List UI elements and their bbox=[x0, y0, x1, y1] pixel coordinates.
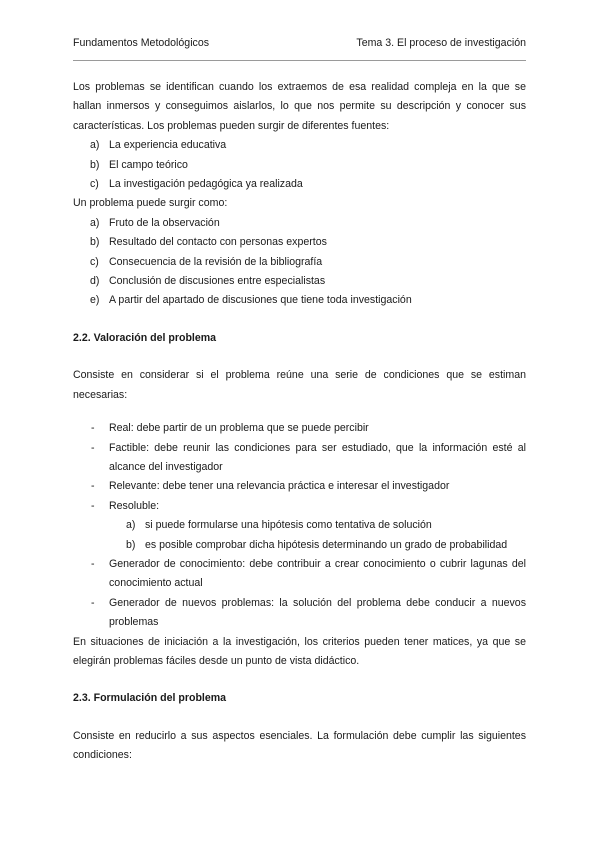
list-item: - Generador de nuevos problemas: la solución del problema debe conducir a nuevos problemas bbox=[91, 596, 526, 629]
section-heading-formulacion: 2.3. Formulación del problema bbox=[73, 692, 227, 705]
section-heading-valoracion: 2.2. Valoración del problema bbox=[73, 331, 217, 344]
list-item: - Resoluble: bbox=[91, 499, 160, 512]
conditions-list bbox=[73, 419, 526, 632]
sub-list-item: a) si puede formularse una hipótesis como tentativa de solución bbox=[126, 519, 432, 532]
list-item: - Relevante: debe tener una relevancia práctica e interesar el investigador bbox=[91, 480, 450, 493]
intro-paragraph: Los problemas se identifican cuando los extraemos de esa realidad compleja en la que se hallan inmersos y conseguimos aislarlos, lo que nos permite su descripción y conocer sus características. Los problemas pueden surgir de diferentes fuentes: bbox=[73, 81, 526, 132]
valoracion-closing: En situaciones de iniciación a la investigación, los criterios pueden tener matices, ya que se elegirán problemas fáciles desde un punto de vista didáctico. bbox=[73, 635, 526, 667]
list-item: - Real: debe partir de un problema que se puede percibir bbox=[91, 422, 369, 435]
document-body bbox=[73, 78, 526, 766]
header-divider bbox=[73, 60, 526, 61]
list-item: - Generador de conocimiento: debe contribuir a crear conocimiento o cubrir lagunas del conocimiento actual bbox=[91, 557, 526, 590]
formulacion-paragraph: Consiste en reducirlo a sus aspectos esenciales. La formulación debe cumplir las siguientes condiciones: bbox=[73, 729, 526, 762]
list-item: b) Resultado del contacto con personas expertos bbox=[90, 236, 327, 249]
list-item: c) Consecuencia de la revisión de la bibliografía bbox=[90, 255, 323, 268]
list-item: d) Conclusión de discusiones entre especialistas bbox=[90, 275, 326, 288]
header-course-title: Fundamentos Metodológicos bbox=[73, 37, 210, 49]
list-item: c) La investigación pedagógica ya realizada bbox=[90, 178, 303, 191]
list-item: e) A partir del apartado de discusiones que tiene toda investigación bbox=[90, 294, 412, 307]
list-item: a) Fruto de la observación bbox=[90, 216, 220, 229]
page-header bbox=[73, 37, 526, 51]
sources-list bbox=[73, 136, 526, 194]
origins-lead: Un problema puede surgir como: bbox=[73, 197, 228, 210]
list-item: a) La experiencia educativa bbox=[90, 139, 227, 152]
sub-list-item: b) es posible comprobar dicha hipótesis determinando un grado de probabilidad bbox=[126, 538, 508, 551]
list-item: - Factible: debe reunir las condiciones para ser estudiado, que la información esté al alcance del investigador bbox=[91, 441, 526, 473]
valoracion-paragraph: Consiste en considerar si el problema reúne una serie de condiciones que se estiman necesarias: bbox=[73, 369, 526, 401]
origins-list bbox=[73, 214, 526, 311]
header-chapter-title: Tema 3. El proceso de investigación bbox=[356, 37, 526, 49]
list-item: b) El campo teórico bbox=[90, 158, 188, 171]
